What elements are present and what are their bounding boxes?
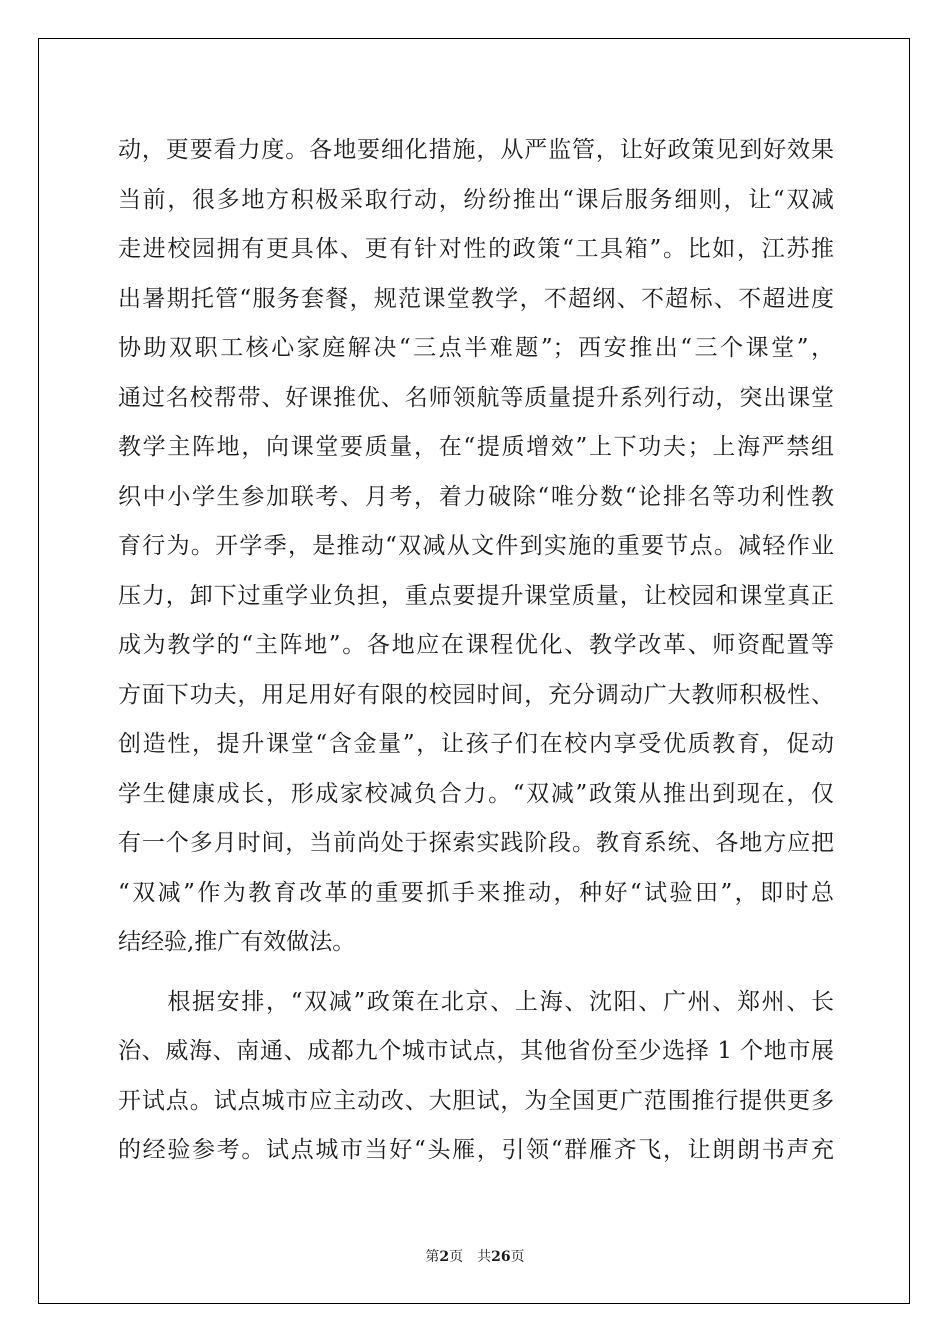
paragraph-2 [118, 978, 834, 1176]
page-footer [0, 1246, 950, 1266]
text-line: 有一个多月时间，当前尚处于探索实践阶段。教育系统、各地方应把 [118, 830, 834, 856]
text-line: 创造性，提升课堂“含金量”，让孩子们在校内享受优质教育，促动 [118, 731, 834, 757]
text-line: 走进校园拥有更具体、更有针对性的政策“工具箱”。比如，江苏推 [118, 236, 834, 262]
text-line: 教学主阵地，向课堂要质量，在“提质增效”上下功夫；上海严禁组 [118, 434, 834, 460]
text-line: 当前，很多地方积极采取行动，纷纷推出“课后服务细则，让“双减 [118, 186, 834, 213]
text-line: 压力，卸下过重学业负担，重点要提升课堂质量，让校园和课堂真正 [118, 582, 834, 609]
text-line: 学生健康成长，形成家校减负合力。“双减”政策从推出到现在，仅 [118, 780, 834, 807]
paragraph-gap [118, 968, 834, 978]
text-line: 方面下功夫，用足用好有限的校园时间，充分调动广大教师积极性、 [118, 681, 834, 708]
page-number: 2 [439, 1249, 450, 1265]
text-line: 治、威海、南通、成都九个城市试点，其他省份至少选择 1 个地市展 [118, 1038, 834, 1064]
paragraph-1 [118, 126, 834, 968]
text-line: 织中小学生参加联考、月考，着力破除“唯分数“论排名等功利性教 [118, 483, 834, 510]
text-line: 协助双职工核心家庭解决“三点半难题”；西安推出“三个课堂”， [118, 335, 834, 361]
text-line: 的经验参考。试点城市当好“头雁，引领“群雁齐飞，让朗朗书声充 [118, 1137, 834, 1163]
total-suffix: 页 [510, 1249, 525, 1265]
text-line: 开试点。试点城市应主动改、大胆试，为全国更广范围推行提供更多 [118, 1087, 834, 1114]
text-line: 根据安排，“双减”政策在北京、上海、沈阳、广州、郑州、长 [118, 988, 834, 1015]
page-suffix: 页 [449, 1249, 464, 1265]
text-line: 结经验,推广有效做法。 [118, 929, 356, 955]
document-body [118, 126, 834, 1176]
page-prefix: 第 [425, 1249, 440, 1265]
total-prefix: 共 [477, 1249, 492, 1265]
text-line: 动，更要看力度。各地要细化措施，从严监管，让好政策见到好效果 [118, 137, 834, 163]
text-line: “双减”作为教育改革的重要抓手来推动，种好“试验田”，即时总 [118, 879, 834, 906]
text-line: 成为教学的“主阵地”。各地应在课程优化、教学改革、师资配置等 [118, 632, 834, 658]
text-line: 出暑期托管“服务套餐，规范课堂教学，不超纲、不超标、不超进度 [118, 285, 834, 312]
text-line: 育行为。开学季，是推动“双减从文件到实施的重要节点。减轻作业 [118, 533, 834, 559]
text-line: 通过名校帮带、好课推优、名师领航等质量提升系列行动，突出课堂 [118, 384, 834, 411]
total-pages: 26 [491, 1249, 511, 1265]
